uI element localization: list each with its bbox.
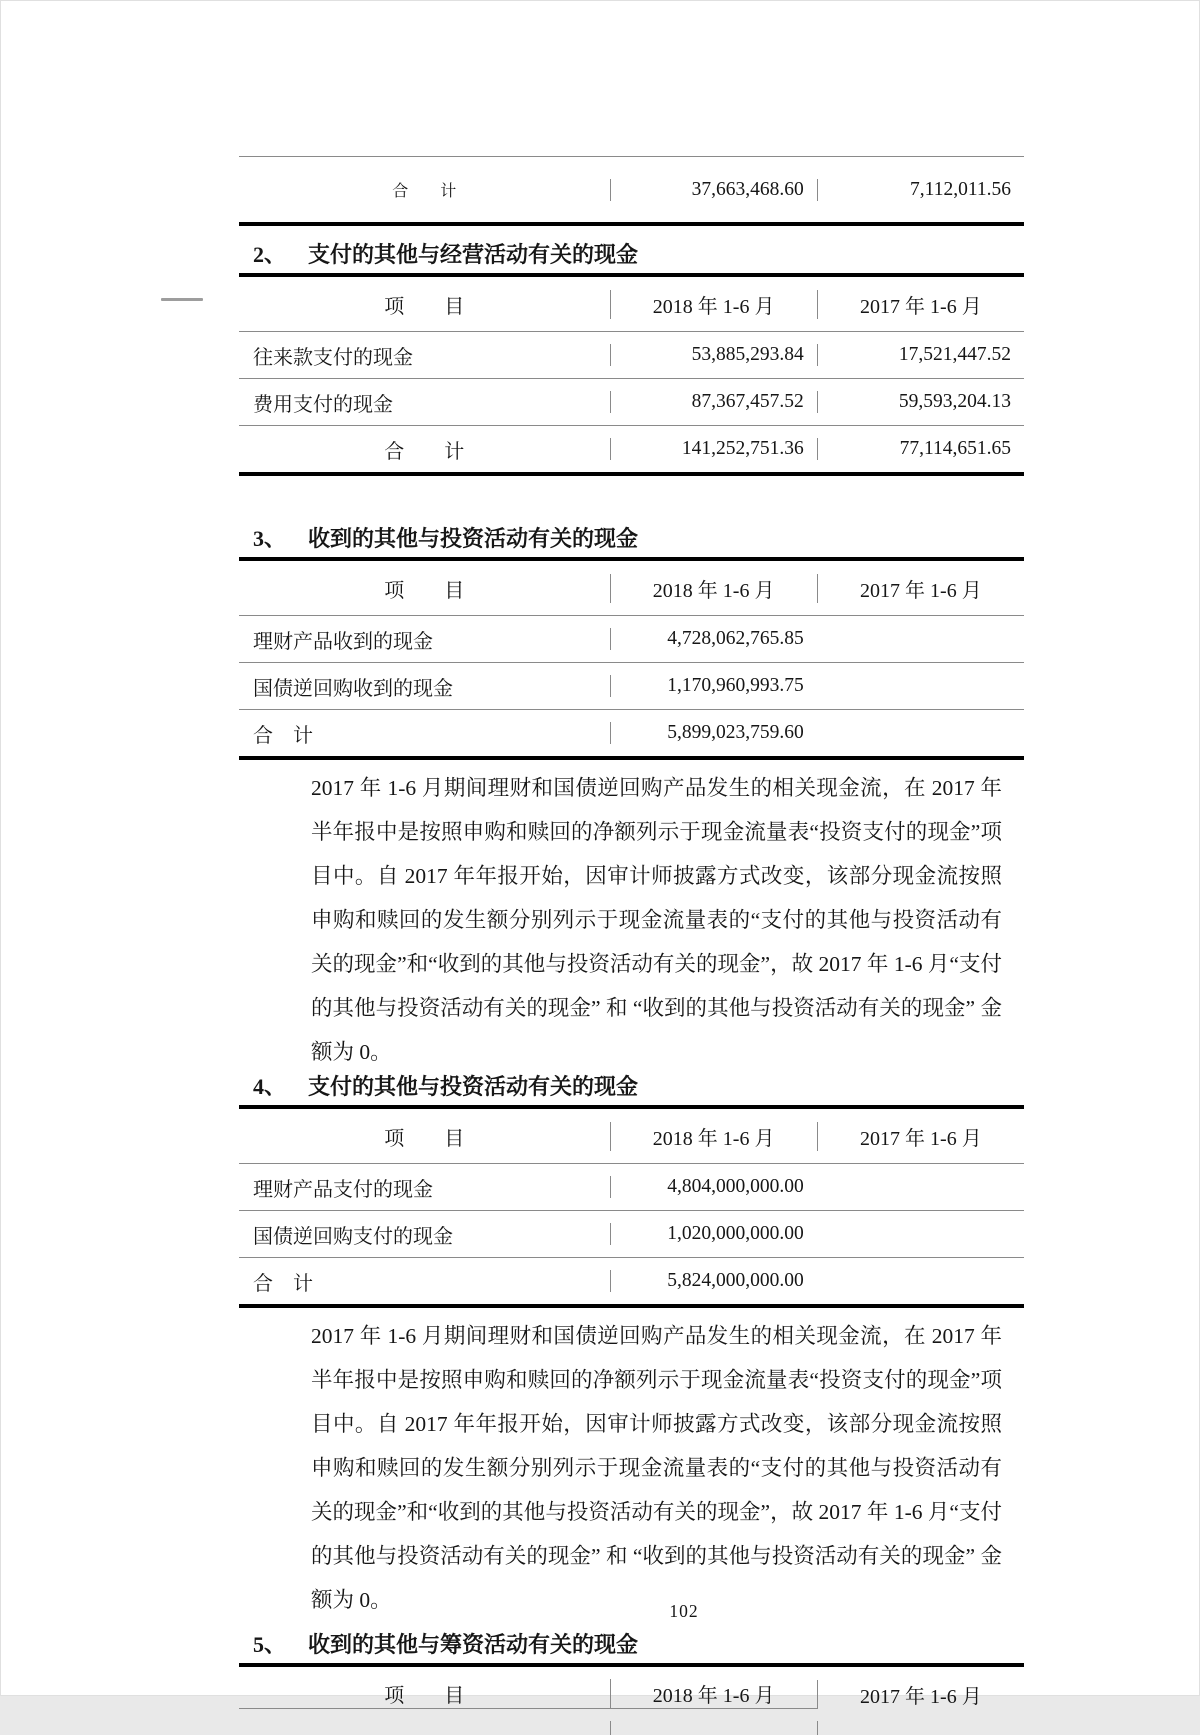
section-4-number: 4、: [253, 1074, 287, 1099]
item-label: 国债逆回购收到的现金: [253, 677, 453, 700]
section-3-table: [239, 561, 1024, 760]
page-number: 102: [669, 1601, 699, 1621]
header-item: 项 目: [384, 295, 465, 318]
value-2018: 4,804,000,000.00: [610, 1176, 817, 1198]
section-3-note: 2017 年 1-6 月期间理财和国债逆回购产品发生的相关现金流，在 2017 年半年报中是按照申购和赎回的净额列示于现金流量表“投资支付的现金”项目中。自 2017 年年报开始，因审计师披露方式改变，该部分现金流按照申购和赎回的发生额分别列示于现金流量表的“支付的其他与投资活动有关的现金”和“收到的其他与投资活动有关的现金”，故 2017 年 1-6 月“支付的其他与投资活动有关的现金” 和 “收到的其他与投资活动有关的现金” 金额为 0。: [311, 776, 1002, 1064]
value-2017: 77,114,651.65: [817, 438, 1024, 460]
section-4-title: 支付的其他与投资活动有关的现金: [308, 1074, 639, 1099]
previous-table-total: [239, 156, 1024, 226]
value-2018: 53,885,293.84: [610, 344, 817, 366]
table-row: [239, 331, 1024, 378]
table-row: [239, 662, 1024, 709]
header-2018: 2018 年 1-6 月: [610, 290, 817, 319]
section-2-heading: [239, 242, 1024, 277]
value-2017: 17,521,447.52: [817, 344, 1024, 366]
value-2018: 4,728,062,765.85: [610, 628, 817, 650]
column-divider: [610, 1721, 611, 1735]
table-header-row: [239, 1109, 1024, 1163]
value-2017: 59,593,204.13: [817, 391, 1024, 413]
header-2018: 2018 年 1-6 月: [610, 1122, 817, 1151]
value-2018: 1,020,000,000.00: [610, 1223, 817, 1245]
header-2018: 2018 年 1-6 月: [610, 1679, 817, 1709]
header-item: 项 目: [384, 579, 465, 602]
total-label: 合 计: [253, 724, 313, 747]
item-label: 理财产品支付的现金: [253, 1178, 433, 1201]
table-row: [239, 615, 1024, 662]
table-header-row: [239, 561, 1024, 615]
header-2017: 2017 年 1-6 月: [817, 574, 1024, 603]
item-label: 往来款支付的现金: [253, 346, 413, 369]
section-4-note: 2017 年 1-6 月期间理财和国债逆回购产品发生的相关现金流，在 2017 年半年报中是按照申购和赎回的净额列示于现金流量表“投资支付的现金”项目中。自 2017 年年报开始，因审计师披露方式改变，该部分现金流按照申购和赎回的发生额分别列示于现金流量表的“支付的其他与投资活动有关的现金”和“收到的其他与投资活动有关的现金”，故 2017 年 1-6 月“支付的其他与投资活动有关的现金” 和 “收到的其他与投资活动有关的现金” 金额为 0。: [311, 1324, 1002, 1612]
section-5-title: 收到的其他与筹资活动有关的现金: [308, 1632, 639, 1657]
header-item: 项 目: [384, 1127, 465, 1150]
section-3-number: 3、: [253, 526, 287, 551]
section-5-table: [239, 1667, 1024, 1721]
total-label: 合 计: [253, 1272, 313, 1295]
value-2018: 1,170,960,993.75: [610, 675, 817, 697]
section-3-title: 收到的其他与投资活动有关的现金: [308, 526, 639, 551]
value-2018: 5,824,000,000.00: [610, 1270, 817, 1292]
table-total-row: [239, 709, 1024, 756]
section-3-heading: [239, 526, 1024, 561]
section-2-table: [239, 277, 1024, 476]
section-2-number: 2、: [253, 242, 287, 267]
value-2018: 37,663,468.60: [610, 179, 817, 201]
header-item: 项 目: [239, 1679, 610, 1709]
value-2018: 5,899,023,759.60: [610, 722, 817, 744]
item-label: 费用支付的现金: [253, 393, 393, 416]
table-row: [239, 157, 1024, 222]
section-4-heading: [239, 1074, 1024, 1109]
section-5-heading: [239, 1632, 1024, 1667]
page-content: [239, 156, 1024, 1721]
total-label: 合 计: [384, 440, 465, 463]
value-2017: 7,112,011.56: [817, 179, 1024, 201]
section-4-table: [239, 1109, 1024, 1308]
header-2017: 2017 年 1-6 月: [817, 290, 1024, 319]
header-2017: 2017 年 1-6 月: [817, 1122, 1024, 1151]
section-2-title: 支付的其他与经营活动有关的现金: [308, 242, 639, 267]
section-5-number: 5、: [253, 1632, 287, 1657]
value-2018: 87,367,457.52: [610, 391, 817, 413]
header-2018: 2018 年 1-6 月: [610, 574, 817, 603]
margin-mark: [161, 298, 203, 301]
table-total-row: [239, 425, 1024, 472]
table-header-row: [239, 1667, 1024, 1721]
header-2017: 2017 年 1-6 月: [817, 1680, 1024, 1709]
table-row: [239, 1210, 1024, 1257]
value-2018: 141,252,751.36: [610, 438, 817, 460]
column-divider: [817, 1721, 818, 1735]
table-row: [239, 378, 1024, 425]
item-label: 国债逆回购支付的现金: [253, 1225, 453, 1248]
total-label: 合 计: [392, 183, 457, 200]
table-total-row: [239, 1257, 1024, 1304]
table-header-row: [239, 277, 1024, 331]
item-label: 理财产品收到的现金: [253, 630, 433, 653]
table-row: [239, 1163, 1024, 1210]
